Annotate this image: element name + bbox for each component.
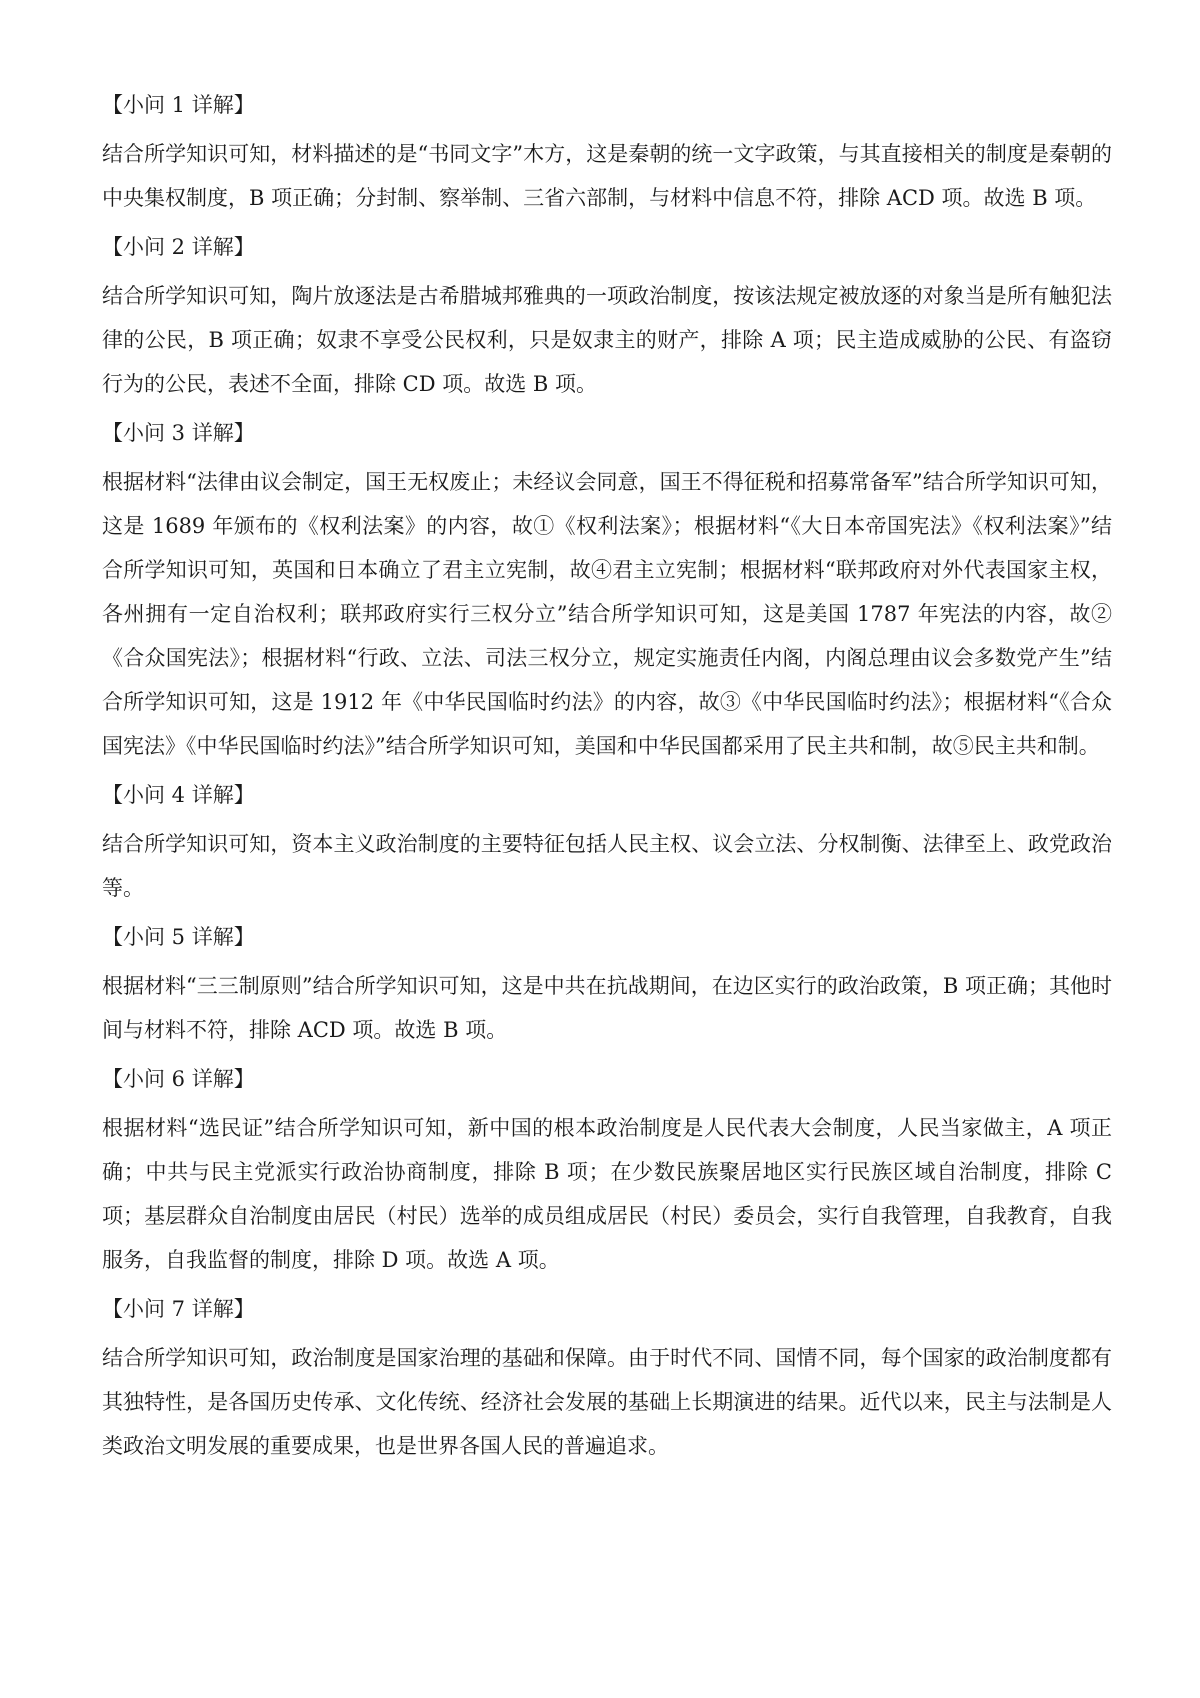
section-heading: 【小问 2 详解】 <box>102 235 255 259</box>
section-explanation: 结合所学知识可知，材料描述的是“书同文字”木方，这是秦朝的统一文字政策，与其直接相关的制度是秦朝的中央集权制度，B 项正确；分封制、察举制、三省六部制，与材料中信息不符，排除 ACD 项。故选 B 项。 <box>102 142 1112 210</box>
section-q4 <box>102 778 1112 910</box>
section-heading: 【小问 6 详解】 <box>102 1067 255 1091</box>
section-heading: 【小问 5 详解】 <box>102 925 255 949</box>
section-explanation: 结合所学知识可知，政治制度是国家治理的基础和保障。由于时代不同、国情不同，每个国家的政治制度都有其独特性，是各国历史传承、文化传统、经济社会发展的基础上长期演进的结果。近代以来，民主与法制是人类政治文明发展的重要成果，也是世界各国人民的普遍追求。 <box>102 1346 1112 1458</box>
section-q3 <box>102 416 1112 768</box>
section-explanation: 根据材料“选民证”结合所学知识可知，新中国的根本政治制度是人民代表大会制度，人民当家做主，A 项正确；中共与民主党派实行政治协商制度，排除 B 项；在少数民族聚居地区实行民族区域自治制度，排除 C 项；基层群众自治制度由居民（村民）选举的成员组成居民（村民）委员会，实行自我管理，自我教育，自我服务，自我监督的制度，排除 D 项。故选 A 项。 <box>102 1116 1112 1272</box>
section-heading: 【小问 7 详解】 <box>102 1297 255 1321</box>
section-q6 <box>102 1062 1112 1282</box>
section-heading: 【小问 4 详解】 <box>102 783 255 807</box>
section-heading: 【小问 3 详解】 <box>102 421 255 445</box>
section-heading: 【小问 1 详解】 <box>102 93 255 117</box>
section-explanation: 根据材料“三三制原则”结合所学知识可知，这是中共在抗战期间，在边区实行的政治政策，B 项正确；其他时间与材料不符，排除 ACD 项。故选 B 项。 <box>102 974 1112 1042</box>
section-q7 <box>102 1292 1112 1468</box>
section-q1 <box>102 88 1112 220</box>
section-explanation: 结合所学知识可知，资本主义政治制度的主要特征包括人民主权、议会立法、分权制衡、法律至上、政党政治等。 <box>102 832 1112 900</box>
section-explanation: 结合所学知识可知，陶片放逐法是古希腊城邦雅典的一项政治制度，按该法规定被放逐的对象当是所有触犯法律的公民，B 项正确；奴隶不享受公民权利，只是奴隶主的财产，排除 A 项；民主造成威胁的公民、有盗窃行为的公民，表述不全面，排除 CD 项。故选 B 项。 <box>102 284 1112 396</box>
section-q2 <box>102 230 1112 406</box>
section-q5 <box>102 920 1112 1052</box>
answer-document <box>102 88 1112 1478</box>
section-explanation: 根据材料“法律由议会制定，国王无权废止；未经议会同意，国王不得征税和招募常备军”结合所学知识可知，这是 1689 年颁布的《权利法案》的内容，故①《权利法案》；根据材料“《大日本帝国宪法》《权利法案》”结合所学知识可知，英国和日本确立了君主立宪制，故④君主立宪制；根据材料“联邦政府对外代表国家主权，各州拥有一定自治权利；联邦政府实行三权分立”结合所学知识可知，这是美国 1787 年宪法的内容，故②《合众国宪法》；根据材料“行政、立法、司法三权分立，规定实施责任内阁，内阁总理由议会多数党产生”结合所学知识可知，这是 1912 年《中华民国临时约法》的内容，故③《中华民国临时约法》；根据材料“《合众国宪法》《中华民国临时约法》”结合所学知识可知，美国和中华民国都采用了民主共和制，故⑤民主共和制。 <box>102 470 1112 758</box>
